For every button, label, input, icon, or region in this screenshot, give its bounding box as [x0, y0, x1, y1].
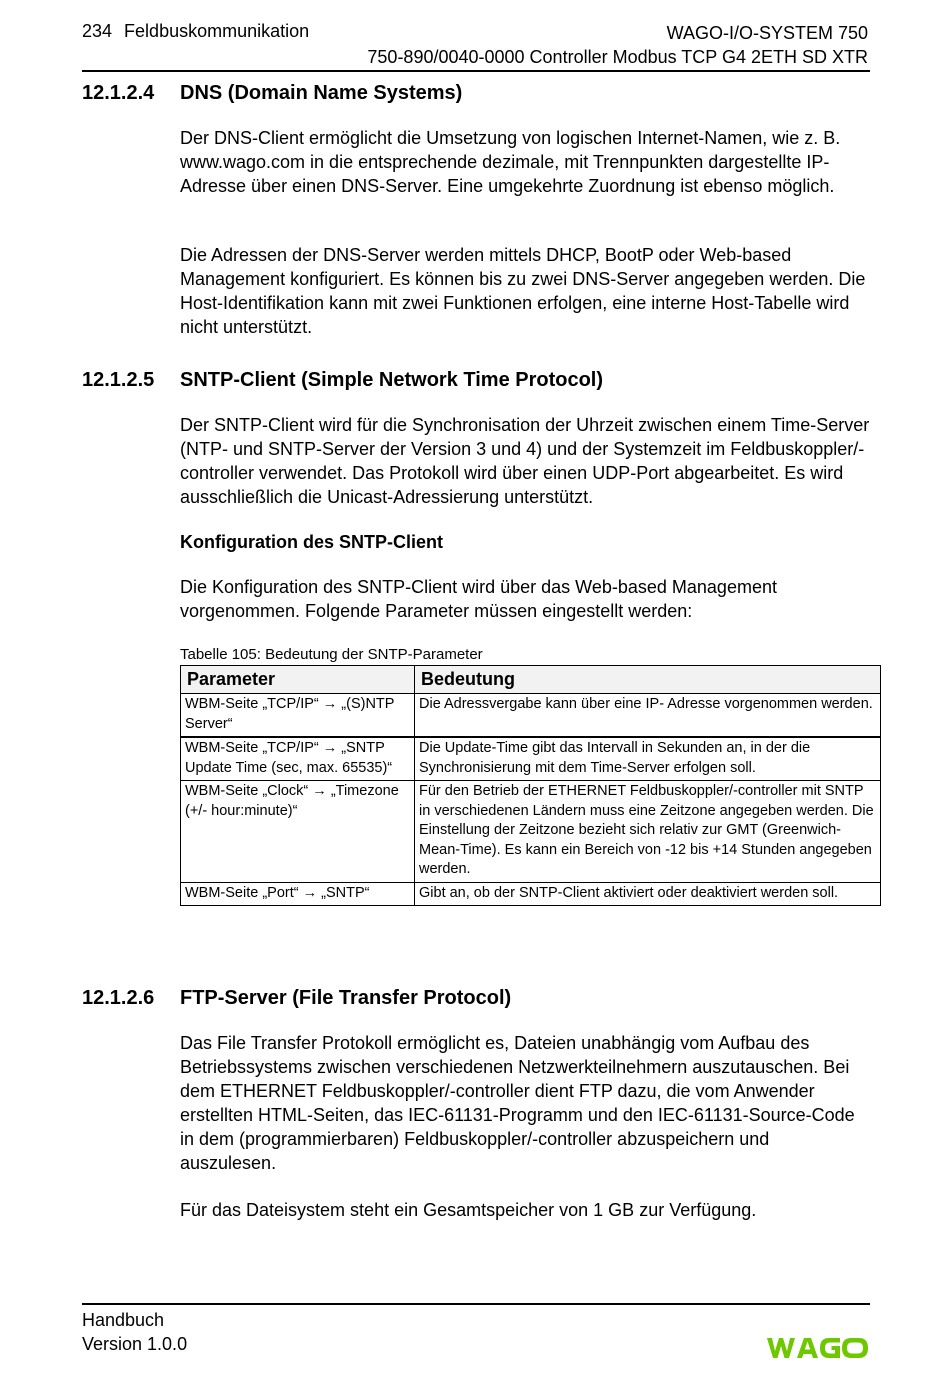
dns-paragraph-1: [180, 126, 870, 198]
sntp-subheading: Konfiguration des SNTP-Client: [180, 532, 443, 552]
table-row: [181, 882, 881, 906]
page-header-left: [82, 21, 309, 42]
dns-text-2: Die Adressen der DNS-Server werden mittels DHCP, BootP oder Web-based Management konfiguriert. Es können bis zu zwei DNS-Server angegeben werden. Die Host-Identifikation kann mit zwei Funktionen erfolgen, eine interne Host-Tabelle wird nicht unterstützt.: [180, 245, 866, 337]
dns-paragraph-2: [180, 243, 870, 339]
meaning-cell: Die Adressvergabe kann über eine IP- Adresse vorgenommen werden.: [415, 694, 881, 738]
ftp-section-title: FTP-Server (File Transfer Protocol): [180, 987, 512, 1009]
wago-logo: [767, 1336, 869, 1365]
meaning-cell: Für den Betrieb der ETHERNET Feldbuskoppler/-controller mit SNTP in verschiedenen Ländern muss eine Zeitzone angegeben werden. Die Einstellung der Zeitzone bezieht sich relativ zur GMT (Greenwich-Mean-Time). Es kann ein Bereich von -12 bis +14 Stunden angegeben werden.: [415, 781, 881, 883]
sntp-paragraph-2: [180, 575, 870, 623]
page-number: 234: [82, 21, 113, 41]
page-footer: [82, 1308, 187, 1356]
footer-divider: [82, 1303, 870, 1305]
ftp-heading: [82, 987, 511, 1010]
parameter-cell: WBM-Seite „Port“ → „SNTP“: [181, 882, 415, 906]
chapter-name: Feldbuskommunikation: [124, 21, 310, 41]
table-row: [181, 694, 881, 738]
meaning-cell: Gibt an, ob der SNTP-Client aktiviert oder deaktiviert werden soll.: [415, 882, 881, 906]
dns-section-number: 12.1.2.4: [82, 82, 155, 104]
ftp-text-2: Für das Dateisystem steht ein Gesamtspeicher von 1 GB zur Verfügung.: [180, 1200, 757, 1220]
parameter-cell: WBM-Seite „TCP/IP“ → „SNTP Update Time (sec, max. 65535)“: [181, 737, 415, 781]
ftp-section-number: 12.1.2.6: [82, 987, 155, 1009]
dns-text-1: Der DNS-Client ermöglicht die Umsetzung von logischen Internet-Namen, wie z. B. www.wago.com in die entsprechende dezimale, mit Trennpunkten dargestellte IP-Adresse über einen DNS-Server. Eine umgekehrte Zuordnung ist ebenso möglich.: [180, 128, 841, 196]
table-header-row: [181, 666, 881, 694]
document-version: Version 1.0.0: [82, 1334, 188, 1354]
sntp-paragraph-1: [180, 413, 870, 509]
parameter-cell: WBM-Seite „TCP/IP“ → „(S)NTP Server“: [181, 694, 415, 738]
sntp-heading: [82, 369, 603, 392]
dns-section-title: DNS (Domain Name Systems): [180, 82, 463, 104]
page-header-right: [367, 21, 868, 69]
sntp-text-2: Die Konfiguration des SNTP-Client wird über das Web-based Management vorgenommen. Folgende Parameter müssen eingestellt werden:: [180, 577, 777, 621]
ftp-paragraph-2: [180, 1198, 870, 1222]
sntp-parameter-table: [180, 665, 881, 906]
parameter-cell: WBM-Seite „Clock“ → „Timezone (+/- hour:minute)“: [181, 781, 415, 883]
model-name: 750-890/0040-0000 Controller Modbus TCP G4 2ETH SD XTR: [367, 47, 868, 67]
column-header-meaning: Bedeutung: [415, 666, 881, 694]
document-type: Handbuch: [82, 1310, 165, 1330]
table-caption: Tabelle 105: Bedeutung der SNTP-Parameter: [180, 646, 483, 663]
sntp-section-title: SNTP-Client (Simple Network Time Protocol): [180, 369, 604, 391]
table-row: [181, 737, 881, 781]
column-header-parameter: Parameter: [181, 666, 415, 694]
sntp-section-number: 12.1.2.5: [82, 369, 155, 391]
table-row: [181, 781, 881, 883]
ftp-text-1: Das File Transfer Protokoll ermöglicht es, Dateien unabhängig vom Aufbau des Betriebssystems zwischen verschiedenen Netzwerkteilnehmern auszutauschen. Bei dem ETHERNET Feldbuskoppler/-controller dient FTP dazu, die vom Anwender erstellten HTML-Seiten, das IEC-61131-Programm und den IEC-61131-Source-Code in dem (programmierbaren) Feldbuskoppler/-controller abzuspeichern und auszulesen.: [180, 1033, 855, 1173]
ftp-paragraph-1: [180, 1031, 870, 1175]
sntp-text-1: Der SNTP-Client wird für die Synchronisation der Uhrzeit zwischen einem Time-Server (NTP- und SNTP-Server der Version 3 und 4) und der Systemzeit im Feldbuskoppler/-controller verwendet. Das Protokoll wird über einen UDP-Port abgearbeitet. Es wird ausschließlich die Unicast-Adressierung unterstützt.: [180, 415, 870, 507]
system-name: WAGO-I/O-SYSTEM 750: [666, 23, 868, 43]
dns-heading: [82, 82, 462, 105]
header-divider: [82, 70, 870, 72]
meaning-cell: Die Update-Time gibt das Intervall in Sekunden an, in der die Synchronisierung mit dem Time-Server erfolgen soll.: [415, 737, 881, 781]
